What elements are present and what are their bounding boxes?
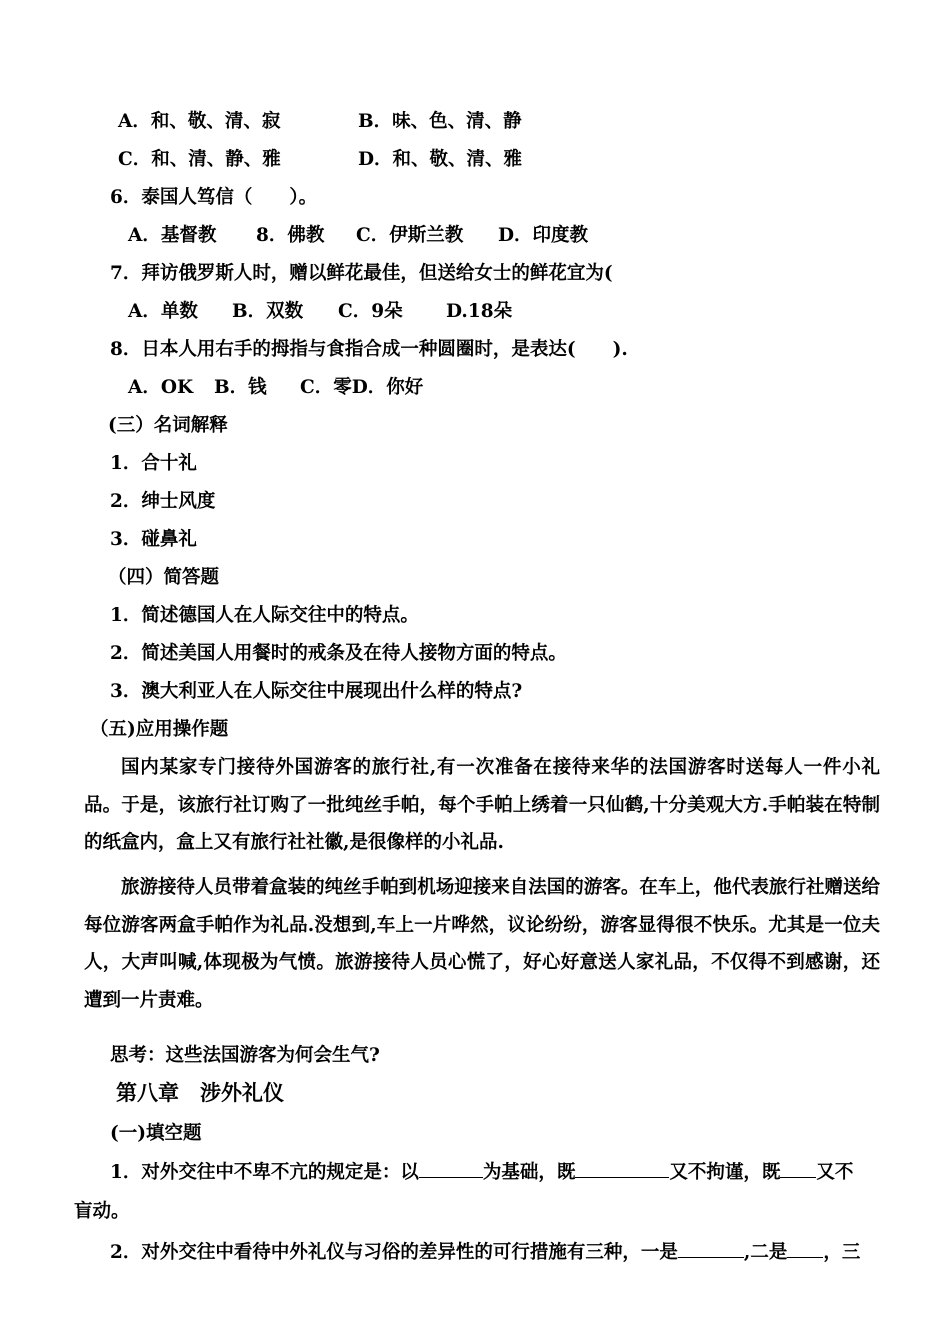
q1-blank-1 (419, 1159, 483, 1178)
q7-stem: 7．拜访俄罗斯人时，赠以鲜花最佳，但送给女士的鲜花宜为( (110, 263, 613, 284)
q1-blank-3 (780, 1159, 816, 1178)
q1-text-4: 又不 (816, 1162, 854, 1183)
chapter-8-subsection: (一)填空题 (110, 1123, 202, 1144)
q7-option-d: D.18朵 (446, 301, 513, 322)
q7-option-a: A．单数 (128, 301, 198, 322)
case-question: 思考：这些法国游客为何会生气? (110, 1045, 380, 1066)
q5-option-c: C．和、清、静、雅 (118, 149, 281, 170)
q2-blank-2 (787, 1239, 823, 1258)
q6-option-c: C．伊斯兰教 (356, 225, 464, 246)
section-3-item-2: 2．绅士风度 (110, 491, 216, 512)
case-paragraph-1: 国内某家专门接待外国游客的旅行社,有一次准备在接待来华的法国游客时送每人一件小礼品。于是，该旅行社订购了一批纯丝手帕，每个手帕上绣着一只仙鹤,十分美观大方.手帕装在特制的纸盒内，盒上又有旅行社社徽,是很像样的小礼品. (84, 757, 880, 853)
q8-option-c: C．零D．你好 (300, 377, 424, 398)
case-paragraph-2: 旅游接待人员带着盒装的纯丝手帕到机场迎接来自法国的游客。在车上，他代表旅行社赠送给每位游客两盒手帕作为礼品.没想到,车上一片哗然，议论纷纷，游客显得很不快乐。尤其是一位夫人，大声叫喊,体现极为气愤。旅游接待人员心慌了，好心好意送人家礼品，不仅得不到感谢，还遭到一片责难。 (84, 877, 880, 1011)
section-4-item-3: 3．澳大利亚人在人际交往中展现出什么样的特点? (110, 681, 523, 702)
q6-stem: 6．泰国人笃信（ ）。 (110, 187, 318, 208)
q1-text-2: 为基础，既 (482, 1162, 576, 1183)
section-3-item-3: 3．碰鼻礼 (110, 529, 197, 550)
q8-option-a: A．OK (128, 377, 194, 398)
q5-option-d: D．和、敬、清、雅 (358, 149, 523, 170)
chapter-8-q2-line-1 (110, 1239, 860, 1266)
q1-text-3: 又不拘谨，既 (669, 1162, 781, 1183)
chapter-8-title: 第八章 涉外礼仪 (116, 1080, 284, 1105)
q6-option-b: 8．佛教 (256, 225, 325, 246)
section-3-title: (三）名词解释 (108, 415, 228, 436)
q7-option-b: B．双数 (232, 301, 304, 322)
section-3-item-1: 1．合十礼 (110, 453, 197, 474)
q1-blank-2 (575, 1159, 669, 1178)
q8-option-b: B．钱 (214, 377, 267, 398)
q2-blank-1 (678, 1239, 744, 1258)
q2-text-1: 2．对外交往中看待中外礼仪与习俗的差异性的可行措施有三种，一是 (110, 1242, 678, 1263)
q7-option-c: C．9朵 (338, 301, 403, 322)
chapter-8-q1-line-2: 盲动。 (74, 1201, 130, 1222)
q6-option-d: D．印度教 (498, 225, 589, 246)
chapter-8-q1-line-1 (110, 1159, 853, 1186)
q8-stem: 8．日本人用右手的拇指与食指合成一种圆圈时，是表达( ). (110, 339, 628, 360)
q2-text-3: ，三 (823, 1242, 861, 1263)
q1-text-1: 1．对外交往中不卑不亢的规定是：以 (110, 1162, 419, 1183)
section-4-title: （四）简答题 (108, 567, 220, 588)
section-4-item-1: 1．简述德国人在人际交往中的特点。 (110, 605, 419, 626)
q6-option-a: A．基督教 (128, 225, 217, 246)
q2-text-2: ,二是 (743, 1242, 788, 1263)
section-5-title: （五)应用操作题 (90, 719, 229, 740)
q5-option-a: A．和、敬、清、寂 (118, 111, 281, 132)
q5-option-b: B．味、色、清、静 (358, 111, 522, 132)
section-4-item-2: 2．简述美国人用餐时的戒条及在待人接物方面的特点。 (110, 643, 567, 664)
